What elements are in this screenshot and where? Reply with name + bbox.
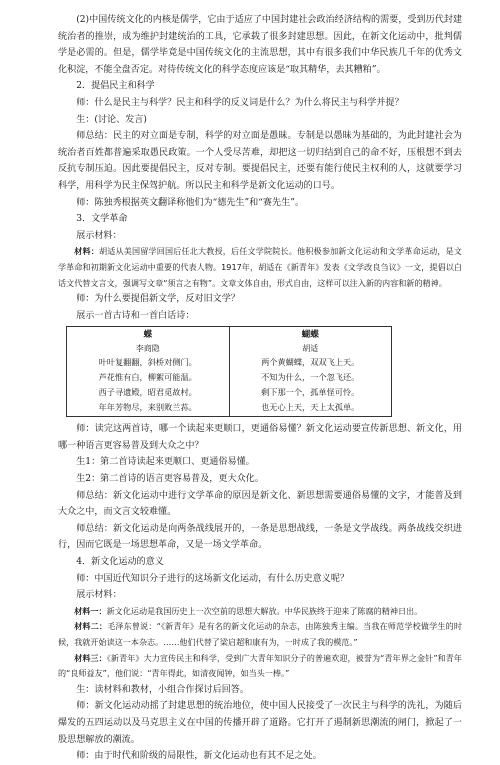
poem-title: 蝶 [143, 330, 153, 341]
material-label: 材料三： [74, 652, 107, 663]
material-text: 新文化运动是我国历史上一次空前的思想大解放。中华民族终于迎来了陈腐的精神日出。 [106, 605, 423, 616]
section-heading: 2．提倡民主和科学 [76, 81, 155, 92]
poem-line: 芦花惟有白，柳絮可能温。 [98, 372, 197, 383]
paragraph: 生2：第二首诗的语言更容易普及，更大众化。 [76, 474, 264, 485]
paragraph: 师：为什么要提倡新文学，反对旧文学？ [76, 294, 240, 305]
poem-line: 叶叶复翻翻，斜桥对侧门。 [98, 357, 197, 368]
material-label: 材料一： [74, 605, 107, 616]
paragraph: 师总结：新文化运动是向两条战线展开的，一条是思想战线，一条是文学战线。两条战线交织进行，因而它既是一场思想革命，又是一场文学革命。 [58, 523, 462, 551]
material-block [58, 604, 462, 620]
poem-author: 李商隐 [135, 344, 160, 354]
poem-line: 两个黄蝴蝶，双双飞上天。 [261, 357, 360, 368]
section-heading: 3．文学革命 [76, 214, 128, 225]
paragraph: 生1：第二首诗读起来更顺口、更通俗易懂。 [76, 457, 255, 468]
paragraph: 生：(讨论、发言) [76, 114, 147, 125]
paragraph: (2)中国传统文化的内核是儒学，它由于适应了中国封建社会政治经济结构的需要，受到历代封建统治者的推崇，成为维护封建统治的工具，它承载了很多封建思想。因此，在新文化运动中，批判儒学是必需的。但是，儒学毕竟是中国传统文化的主流思想，其中有很多我们中华民族几千年的优秀文化积淀，不能全盘否定。对待传统文化的科学态度应该是“取其精华，去其糟粕”。 [58, 15, 462, 75]
poem-line: 剩下那一个，孤单怪可怜。 [261, 387, 360, 398]
paragraph: 师：陈独秀根据英文翻译称他们为“德先生”和“赛先生”。 [76, 197, 304, 208]
material-block [58, 619, 462, 650]
paragraph: 展示材料： [76, 590, 122, 601]
poem-line: 西子寻遗殿，昭君觅故村。 [98, 387, 197, 398]
paragraph: 师总结：新文化运动中进行文学革命的原因是新文化、新思想需要通俗易懂的文字，才能普及到大众之中，而文言文较难懂。 [58, 490, 462, 518]
material-text: 胡适从美国留学回国后任北大教授，后任文学院院长。他积极参加新文化运动和文学革命运动，是文学革命和初期新文化运动中重要的代表人物。1917年，胡适在《新青年》发表《文学改良刍议》一文，提倡以白话文代替文言文，强调写文章“须言之有物”。文章文体自由，形式自由，这样可以注入新的内容和新的精神。 [58, 246, 462, 288]
paragraph: 师：读完这两首诗，哪一个读起来更顺口，更通俗易懂？新文化运动要宣传新思想、新文化，用哪一种语言更容易普及到大众之中？ [58, 424, 462, 451]
section-heading: 4．新文化运动的意义 [76, 557, 164, 568]
poem-line: 不知为什么，一个忽飞还。 [261, 372, 360, 383]
paragraph: 展示材料： [76, 230, 122, 241]
paragraph: 师：由于时代和阶级的局限性，新文化运动也有其不足之处。 [76, 751, 322, 762]
poem-right [229, 327, 392, 417]
material-label: 材料二： [74, 621, 108, 632]
paragraph: 师：什么是民主与科学？民主和科学的反义词是什么？为什么将民主与科学并提？ [76, 97, 404, 108]
poem-title: 蝴蝶 [301, 330, 319, 341]
material-label: 材料： [74, 246, 99, 257]
poem-line: 年年芳物尽，来别败兰荪。 [98, 402, 197, 413]
paragraph: 生：读材料和教材，小组合作探讨后回答。 [76, 684, 249, 695]
document-page [58, 12, 462, 765]
poem-author: 胡适 [302, 344, 319, 354]
material-block [58, 244, 462, 291]
paragraph: 师：中国近代知识分子进行的这场新文化运动，有什么历史意义呢？ [76, 573, 350, 584]
paragraph: 师：新文化运动动摇了封建思想的统治地位，使中国人民接受了一次民主与科学的洗礼，为随后爆发的五四运动以及马克思主义在中国的传播开辟了道路。它打开了遏制新思潮流的闸门，掀起了一股思想解放的潮流。 [58, 701, 462, 745]
material-text: 《新青年》大力宣传民主和科学，受到广大青年知识分子的普遍欢迎，被誉为“青年界之金针”和青年的“良师益友”，他们说：“青年得此，如清夜闻钟，如当头一棒。” [58, 652, 462, 679]
poem-left [67, 327, 230, 417]
paragraph: 师总结：民主的对立面是专制，科学的对立面是愚昧。专制是以愚昧为基础的，为此封建社会为统治者百姓都普遍采取愚民政策。一个人受尽苦难，却把这一切归结到自己的命不好，压根想不到去反抗专制压迫。因此要提倡民主，反对专制。要提倡民主，还要有能行使民主权利的人，这就要学习科学，用科学为民主保驾护航。所以民主和科学是新文化运动的口号。 [58, 131, 462, 191]
paragraph: 展示一首古诗和一首白话诗： [76, 310, 195, 321]
poem-line: 也无心上天，天上太孤单。 [261, 402, 360, 413]
material-text: 毛泽东曾说：“《新青年》是有名的新文化运动的杂志，由陈独秀主编。当我在师范学校做学生的时候，我就开始读这一本杂志。……他们代替了梁启超和康有为，一时成了我的模范。” [58, 621, 462, 647]
material-block [58, 651, 462, 682]
poem-table [66, 326, 392, 417]
